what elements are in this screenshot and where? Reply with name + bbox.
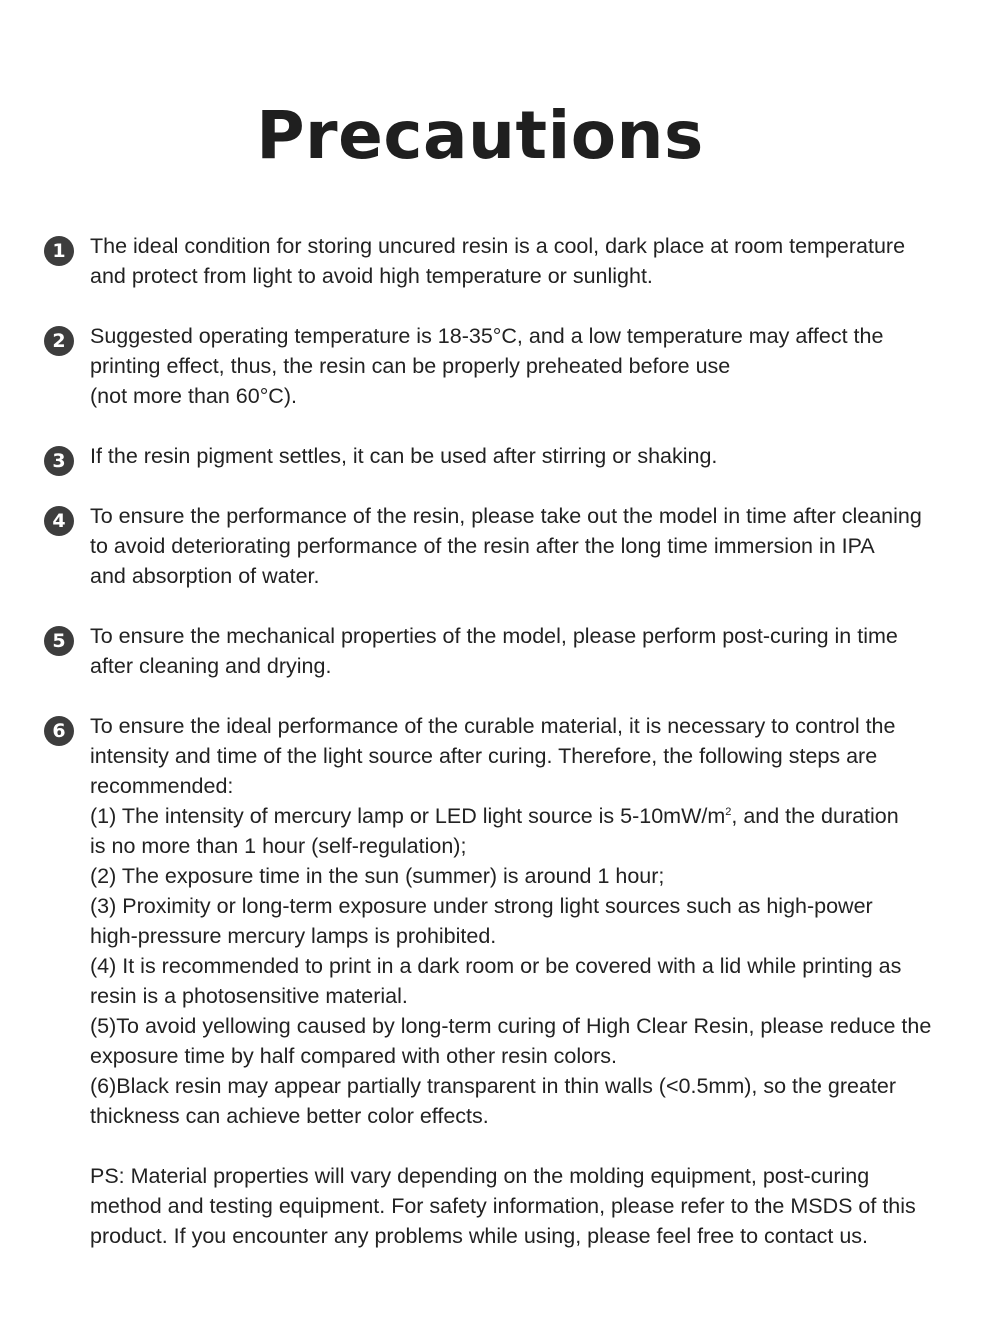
item-6-more-line-2: (3) Proximity or long-term exposure under strong light sources such as high-power xyxy=(90,894,873,918)
page-title: Precautions xyxy=(256,97,704,174)
precaution-item-3 xyxy=(0,441,1000,471)
item-6-step-1-line-2: is no more than 1 hour (self-regulation); xyxy=(90,834,467,858)
item-2-line-2: printing effect, thus, the resin can be properly preheated before use xyxy=(90,354,731,378)
number-1-icon: 1 xyxy=(44,236,74,266)
precaution-item-4 xyxy=(0,501,1000,591)
precaution-item-6 xyxy=(0,711,1000,1131)
item-2-line-3: (not more than 60°C). xyxy=(90,384,297,408)
item-6-line-2: intensity and time of the light source after curing. Therefore, the following steps are xyxy=(90,744,878,768)
item-6-more-line-4: (4) It is recommended to print in a dark room or be covered with a lid while printing as xyxy=(90,954,902,978)
item-6-more-line-9: thickness can achieve better color effects. xyxy=(90,1104,489,1128)
item-6-step-1-line-1 xyxy=(90,801,986,831)
precaution-item-5 xyxy=(0,621,1000,681)
ps-line-2: method and testing equipment. For safety information, please refer to the MSDS of this xyxy=(90,1194,916,1218)
item-5-line-1: To ensure the mechanical properties of the model, please perform post-curing in time xyxy=(90,624,898,648)
item-6-more-line-7: exposure time by half compared with other resin colors. xyxy=(90,1044,617,1068)
item-6-more-line-3: high-pressure mercury lamps is prohibited. xyxy=(90,924,497,948)
number-4-icon: 4 xyxy=(44,506,74,536)
item-6-line-3: recommended: xyxy=(90,774,234,798)
item-1-line-1: The ideal condition for storing uncured resin is a cool, dark place at room temperature xyxy=(90,234,906,258)
precautions-list xyxy=(0,231,1000,1251)
item-1-line-2: and protect from light to avoid high temperature or sunlight. xyxy=(90,264,653,288)
number-6-icon: 6 xyxy=(44,716,74,746)
item-4-line-1: To ensure the performance of the resin, please take out the model in time after cleaning xyxy=(90,504,922,528)
item-4-line-2: to avoid deteriorating performance of the resin after the long time immersion in IPA xyxy=(90,534,875,558)
item-6-more-line-1: (2) The exposure time in the sun (summer) is around 1 hour; xyxy=(90,864,665,888)
item-6-line-1: To ensure the ideal performance of the curable material, it is necessary to control the xyxy=(90,714,896,738)
item-3-line-1: If the resin pigment settles, it can be used after stirring or shaking. xyxy=(90,444,718,468)
precaution-item-1 xyxy=(0,231,1000,291)
step-1-text-after: , and the duration xyxy=(731,804,899,828)
item-5-line-2: after cleaning and drying. xyxy=(90,654,332,678)
item-6-more-line-6: (5)To avoid yellowing caused by long-term curing of High Clear Resin, please reduce the xyxy=(90,1014,932,1038)
item-4-line-3: and absorption of water. xyxy=(90,564,320,588)
superscript-2: 2 xyxy=(725,805,732,818)
item-6-more-line-5: resin is a photosensitive material. xyxy=(90,984,408,1008)
number-5-icon: 5 xyxy=(44,626,74,656)
item-2-line-1: Suggested operating temperature is 18-35°C, and a low temperature may affect the xyxy=(90,324,884,348)
step-1-text: (1) The intensity of mercury lamp or LED light source is 5-10mW/m xyxy=(90,804,726,828)
precaution-item-2 xyxy=(0,321,1000,411)
number-3-icon: 3 xyxy=(44,446,74,476)
ps-line-3: product. If you encounter any problems while using, please feel free to contact us. xyxy=(90,1224,869,1248)
item-6-more-line-8: (6)Black resin may appear partially transparent in thin walls (<0.5mm), so the greater xyxy=(90,1074,896,1098)
ps-note xyxy=(0,1161,1000,1251)
ps-line-1: PS: Material properties will vary depending on the molding equipment, post-curing xyxy=(90,1164,870,1188)
number-2-icon: 2 xyxy=(44,326,74,356)
